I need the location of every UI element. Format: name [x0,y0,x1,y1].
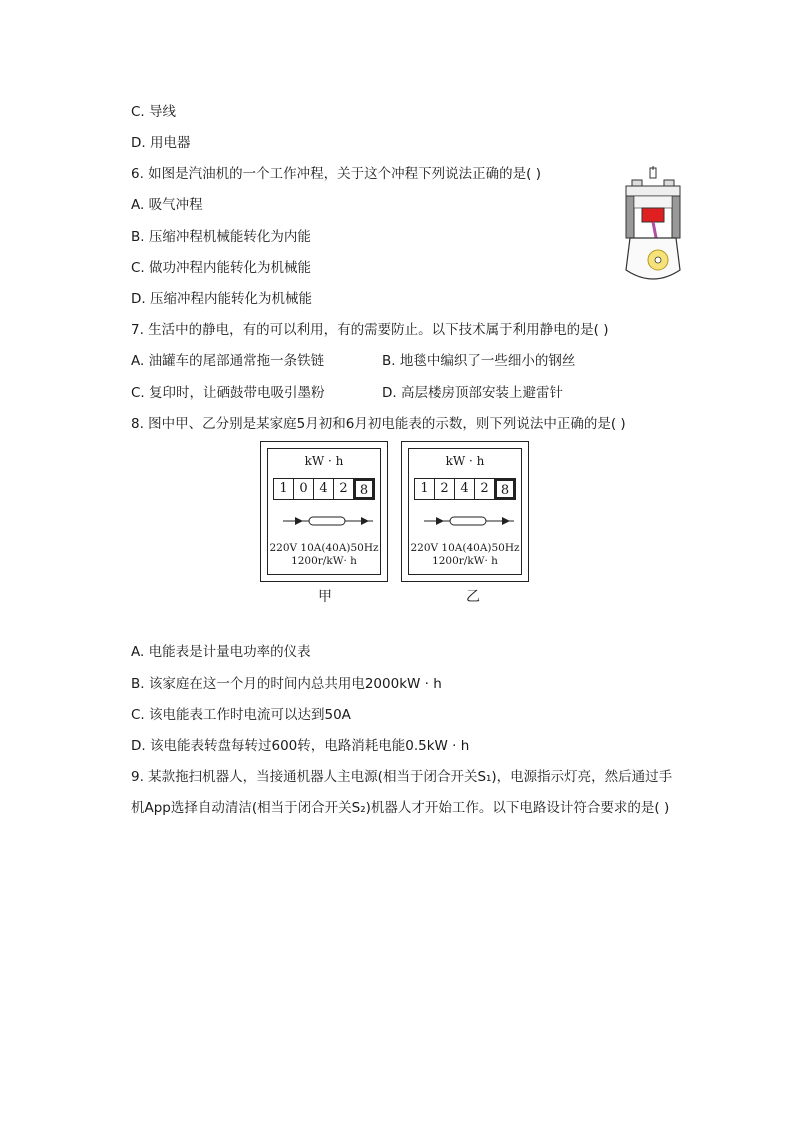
q6-option-a: A. 吸气冲程 [131,197,203,213]
q7-option-d: D. 高层楼房顶部安装上避雷针 [382,385,563,401]
q7-stem: 7. 生活中的静电，有的可以利用，有的需要防止。以下技术属于利用静电的是( ) [131,322,609,338]
meter-spec-rev: 1200r/kW· h [432,555,498,567]
q7-option-c: C. 复印时，让硒鼓带电吸引墨粉 [131,385,325,401]
meter-jia [260,441,388,582]
meter-rotor-icon [283,514,373,528]
engine-stroke-figure [622,166,684,286]
q6-option-b: B. 压缩冲程机械能转化为内能 [131,229,311,245]
meter-spec-voltage: 220V 10A(40A)50Hz [410,542,520,554]
meter-caption-jia: 甲 [318,589,332,605]
q7-option-b: B. 地毯中编织了一些细小的钢丝 [382,353,576,369]
q7-option-a: A. 油罐车的尾部通常拖一条铁链 [131,353,325,369]
q9-stem-line2: 机App选择自动清洁(相当于闭合开关S₂)机器人才开始工作。以下电路设计符合要求的是( ) [131,800,670,816]
q6-stem: 6. 如图是汽油机的一个工作冲程，关于这个冲程下列说法正确的是( ) [131,166,541,182]
meter-caption-yi: 乙 [466,589,480,605]
q6-option-d: D. 压缩冲程内能转化为机械能 [131,291,312,307]
meter-spec-voltage: 220V 10A(40A)50Hz [269,542,379,554]
meter-spec-rev: 1200r/kW· h [291,555,357,567]
meter-digit: 1 [274,479,294,499]
meter-unit: kW · h [445,454,485,468]
q8-option-b: B. 该家庭在这一个月的时间内总共用电2000kW · h [131,676,442,692]
q5-option-d: D. 用电器 [131,135,191,151]
meter-digit-decimal: 8 [495,479,515,499]
meter-digit: 0 [294,479,314,499]
meter-digit: 2 [475,479,495,499]
q8-option-c: C. 该电能表工作时电流可以达到50A [131,707,351,723]
meter-digit: 4 [455,479,475,499]
meter-yi [401,441,529,582]
q9-stem-line1: 9. 某款拖扫机器人，当接通机器人主电源(相当于闭合开关S₁)，电源指示灯亮，然后通过手 [131,769,673,785]
q5-option-c: C. 导线 [131,104,177,120]
meter-digit-decimal: 8 [354,479,374,499]
meter-digit: 4 [314,479,334,499]
q8-option-d: D. 该电能表转盘每转过600转，电路消耗电能0.5kW · h [131,738,470,754]
meter-digit: 1 [415,479,435,499]
q6-option-c: C. 做功冲程内能转化为机械能 [131,260,312,276]
meter-unit: kW · h [304,454,344,468]
q8-stem: 8. 图中甲、乙分别是某家庭5月初和6月初电能表的示数，则下列说法中正确的是( ) [131,416,626,432]
meter-digit: 2 [334,479,354,499]
meter-digits [273,478,375,500]
meter-digit: 2 [435,479,455,499]
meter-rotor-icon [424,514,514,528]
meter-digits [414,478,516,500]
q8-option-a: A. 电能表是计量电功率的仪表 [131,644,311,660]
